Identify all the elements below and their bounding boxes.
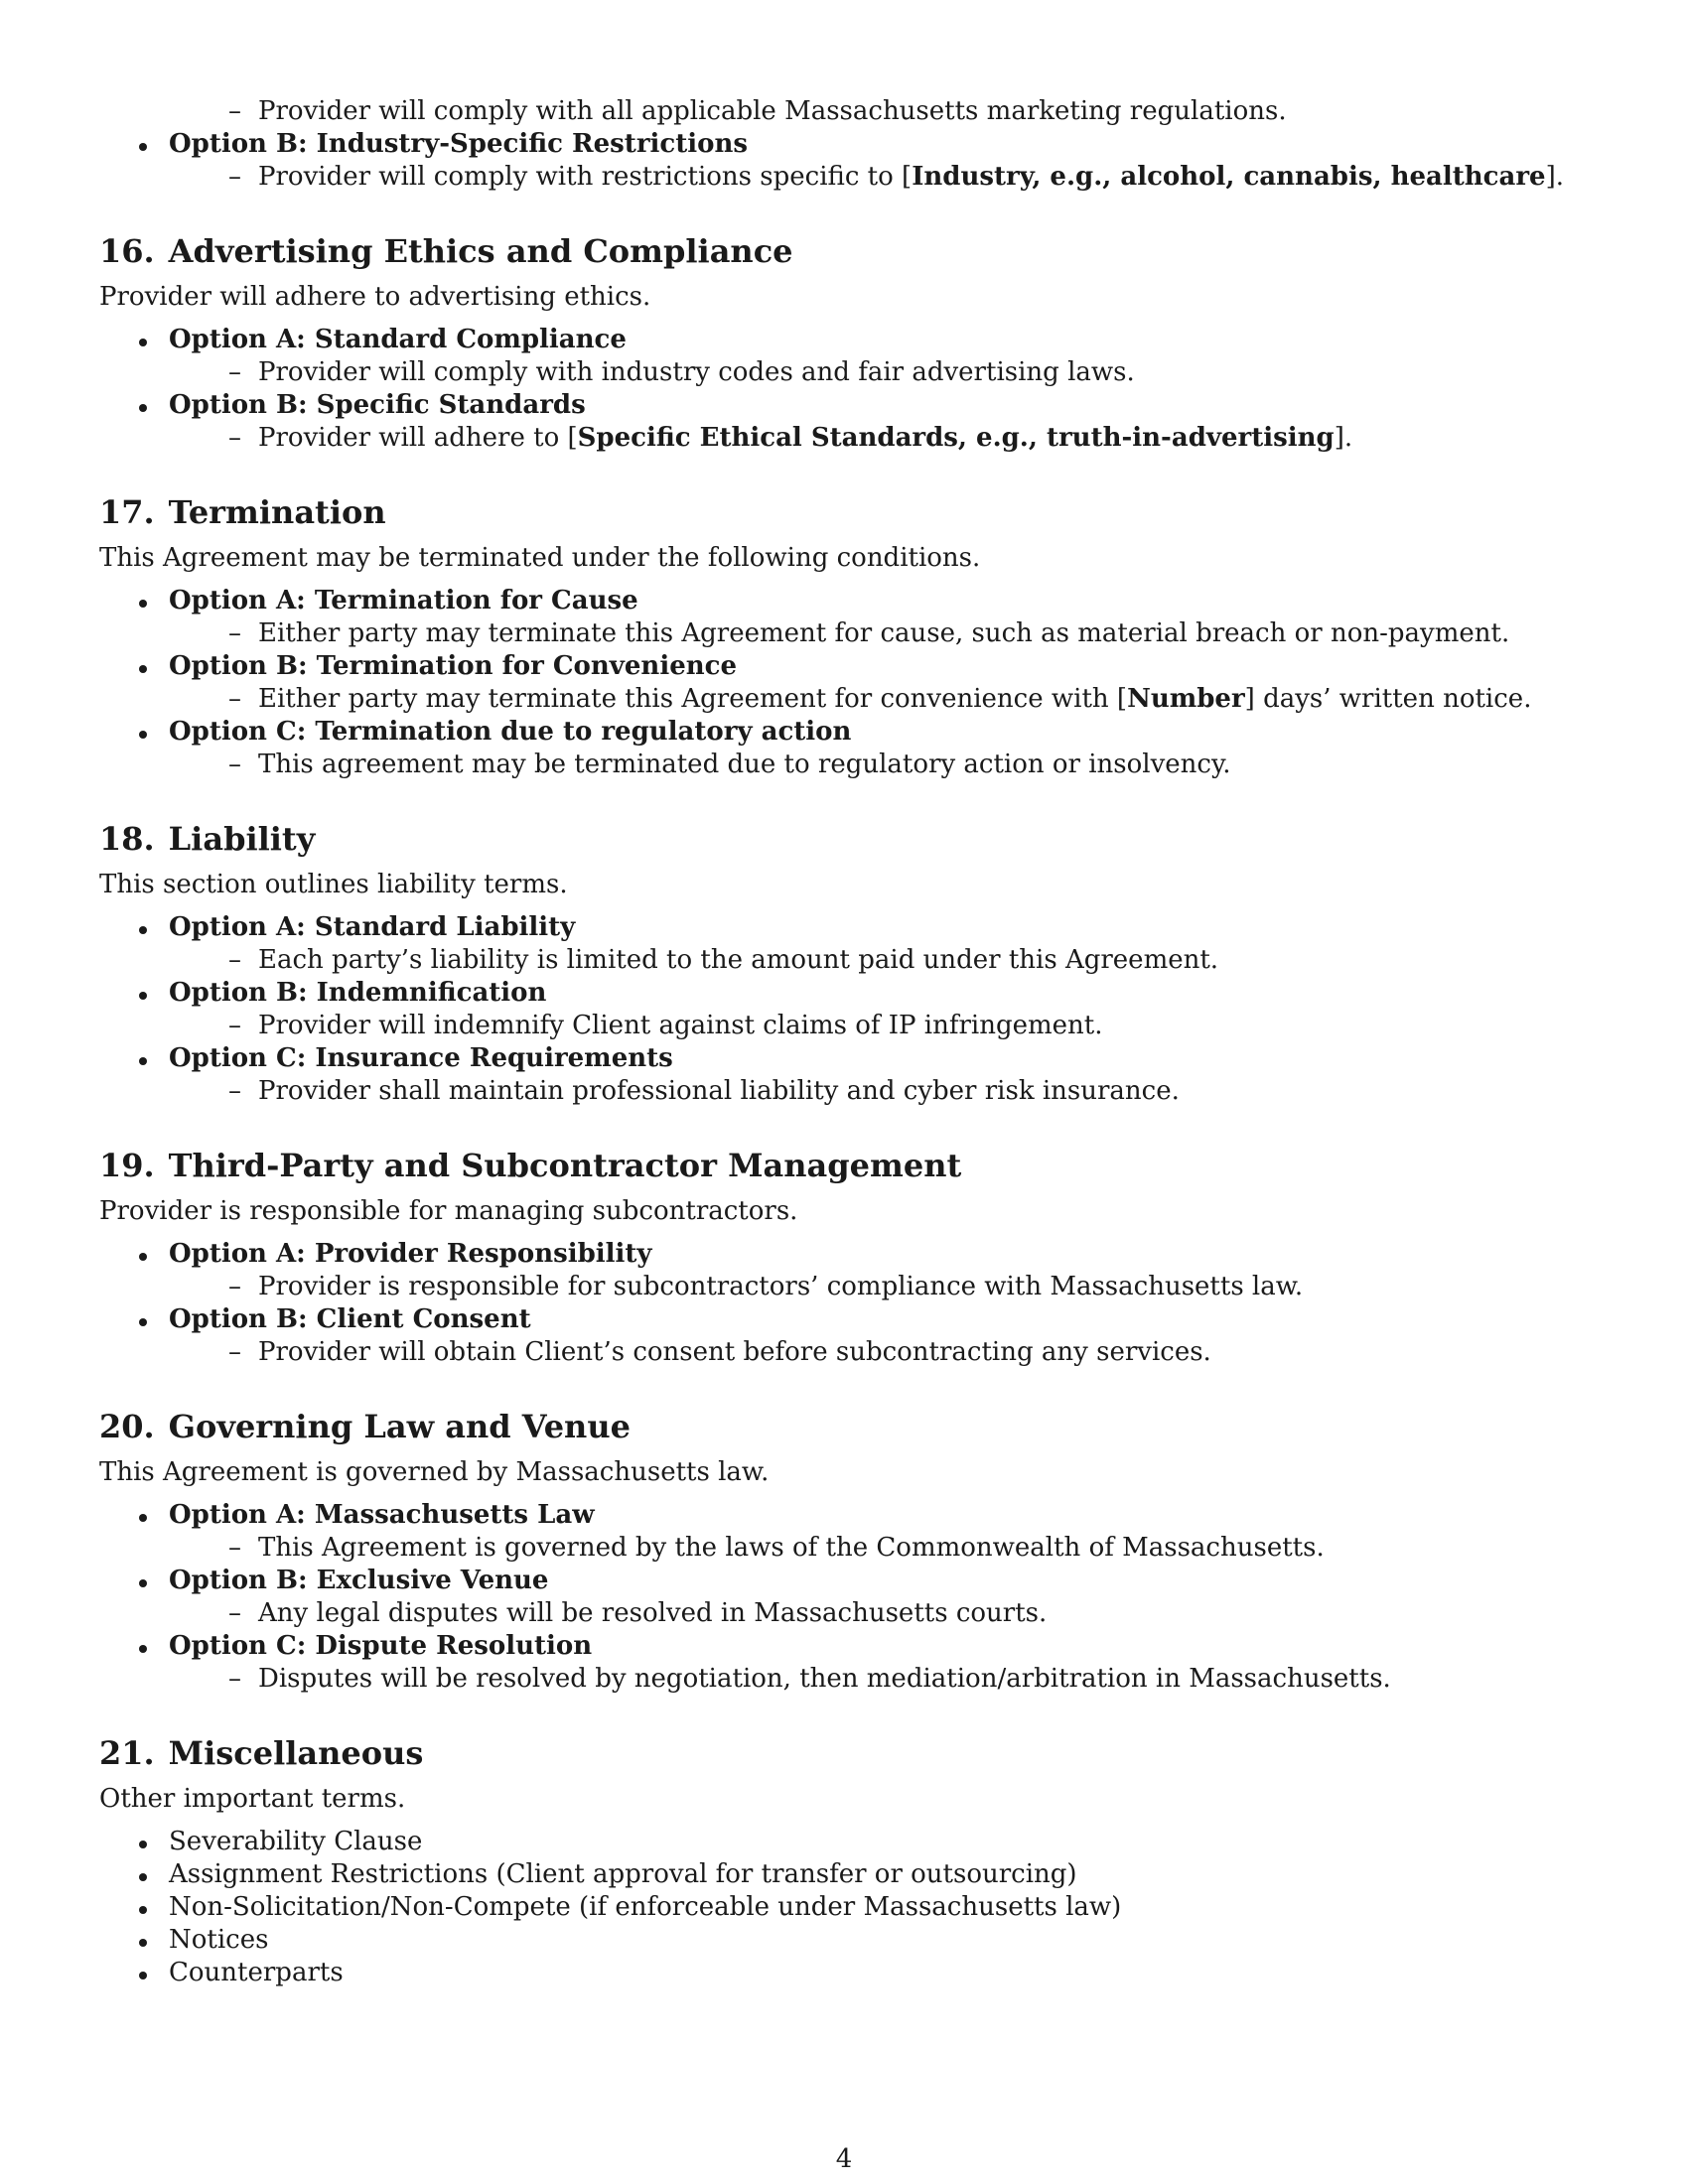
section-heading: 18. Liability [99, 820, 316, 858]
section-heading: 21. Miscellaneous [99, 1734, 424, 1772]
bullet-icon [139, 143, 147, 151]
bullet-icon [139, 992, 147, 1000]
clause-text: – Either party may terminate this Agreement for cause, such as material breach or non-payment. [228, 618, 1510, 648]
bullet-icon [139, 1972, 147, 1979]
clause-text: – Provider will comply with industry codes and fair advertising laws. [228, 357, 1135, 387]
clause-text: – Provider will indemnify Client against claims of IP infringement. [228, 1011, 1103, 1040]
document-page [99, 95, 1589, 1989]
section-heading: 20. Governing Law and Venue [99, 1408, 631, 1445]
bullet-icon [139, 1939, 147, 1947]
clause-text: – Provider will comply with restrictions specific to [Industry, e.g., alcohol, cannabis, healthcare]. [228, 162, 1565, 192]
bullet-icon [139, 1906, 147, 1914]
bullet-icon [139, 1841, 147, 1848]
option-item: Option A: Massachusetts Law [99, 1499, 1589, 1532]
option-item: Option A: Termination for Cause [99, 585, 1589, 617]
section-intro: Other important terms. [99, 1784, 406, 1814]
bullet-icon [139, 926, 147, 934]
option-item: Option C: Dispute Resolution [99, 1630, 1589, 1663]
option-item: Option B: Industry-Specific Restrictions [99, 128, 1589, 161]
option-item: Option B: Client Consent [99, 1303, 1589, 1336]
clause-text: – Provider is responsible for subcontractors’ compliance with Massachusetts law. [228, 1272, 1304, 1301]
option-item: Option B: Exclusive Venue [99, 1565, 1589, 1597]
list-item: Severability Clause [99, 1826, 1589, 1858]
section-heading: 16. Advertising Ethics and Compliance [99, 232, 793, 270]
section-intro: This section outlines liability terms. [99, 870, 568, 899]
clause-text: – Provider will comply with all applicable Massachusetts marketing regulations. [228, 96, 1287, 126]
option-item: Option A: Standard Liability [99, 911, 1589, 944]
list-item: Assignment Restrictions (Client approval for transfer or outsourcing) [99, 1858, 1589, 1891]
clause-text: – Any legal disputes will be resolved in Massachusetts courts. [228, 1598, 1048, 1628]
option-item: Option B: Specific Standards [99, 389, 1589, 422]
option-item: Option B: Termination for Convenience [99, 650, 1589, 683]
list-item: Notices [99, 1924, 1589, 1957]
bullet-icon [139, 665, 147, 673]
clause-text: – This agreement may be terminated due to regulatory action or insolvency. [228, 750, 1231, 779]
bullet-icon [139, 600, 147, 608]
clause-text: – Either party may terminate this Agreement for convenience with [Number] days’ written notice. [228, 684, 1532, 714]
bullet-icon [139, 1057, 147, 1065]
option-item: Option C: Insurance Requirements [99, 1042, 1589, 1075]
bullet-icon [139, 1514, 147, 1522]
option-item: Option A: Provider Responsibility [99, 1238, 1589, 1271]
section-intro: Provider is responsible for managing subcontractors. [99, 1196, 798, 1226]
section-intro: Provider will adhere to advertising ethics. [99, 282, 651, 312]
bullet-icon [139, 1645, 147, 1653]
section-intro: This Agreement may be terminated under the following conditions. [99, 543, 981, 573]
bullet-icon [139, 404, 147, 412]
section-intro: This Agreement is governed by Massachusetts law. [99, 1457, 770, 1487]
clause-text: – Provider will adhere to [Specific Ethical Standards, e.g., truth-in-advertising]. [228, 423, 1353, 453]
option-item: Option B: Indemnification [99, 977, 1589, 1010]
clause-text: – Provider will obtain Client’s consent before subcontracting any services. [228, 1337, 1211, 1367]
list-item: Counterparts [99, 1957, 1589, 1989]
list-item: Non-Solicitation/Non-Compete (if enforceable under Massachusetts law) [99, 1891, 1589, 1924]
clause-text: – Provider shall maintain professional liability and cyber risk insurance. [228, 1076, 1180, 1106]
bullet-icon [139, 339, 147, 346]
clause-text: – Disputes will be resolved by negotiation, then mediation/arbitration in Massachusetts. [228, 1664, 1391, 1694]
option-item: Option A: Standard Compliance [99, 324, 1589, 356]
clause-text: – This Agreement is governed by the laws of the Commonwealth of Massachusetts. [228, 1533, 1325, 1563]
bullet-icon [139, 1253, 147, 1261]
bullet-icon [139, 1873, 147, 1881]
section-heading: 17. Termination [99, 493, 386, 531]
bullet-icon [139, 1318, 147, 1326]
bullet-icon [139, 1579, 147, 1587]
option-item: Option C: Termination due to regulatory action [99, 716, 1589, 749]
clause-text: – Each party’s liability is limited to the amount paid under this Agreement. [228, 945, 1219, 975]
page-number: 4 [835, 2144, 853, 2174]
bullet-icon [139, 731, 147, 739]
section-heading: 19. Third-Party and Subcontractor Management [99, 1147, 962, 1184]
